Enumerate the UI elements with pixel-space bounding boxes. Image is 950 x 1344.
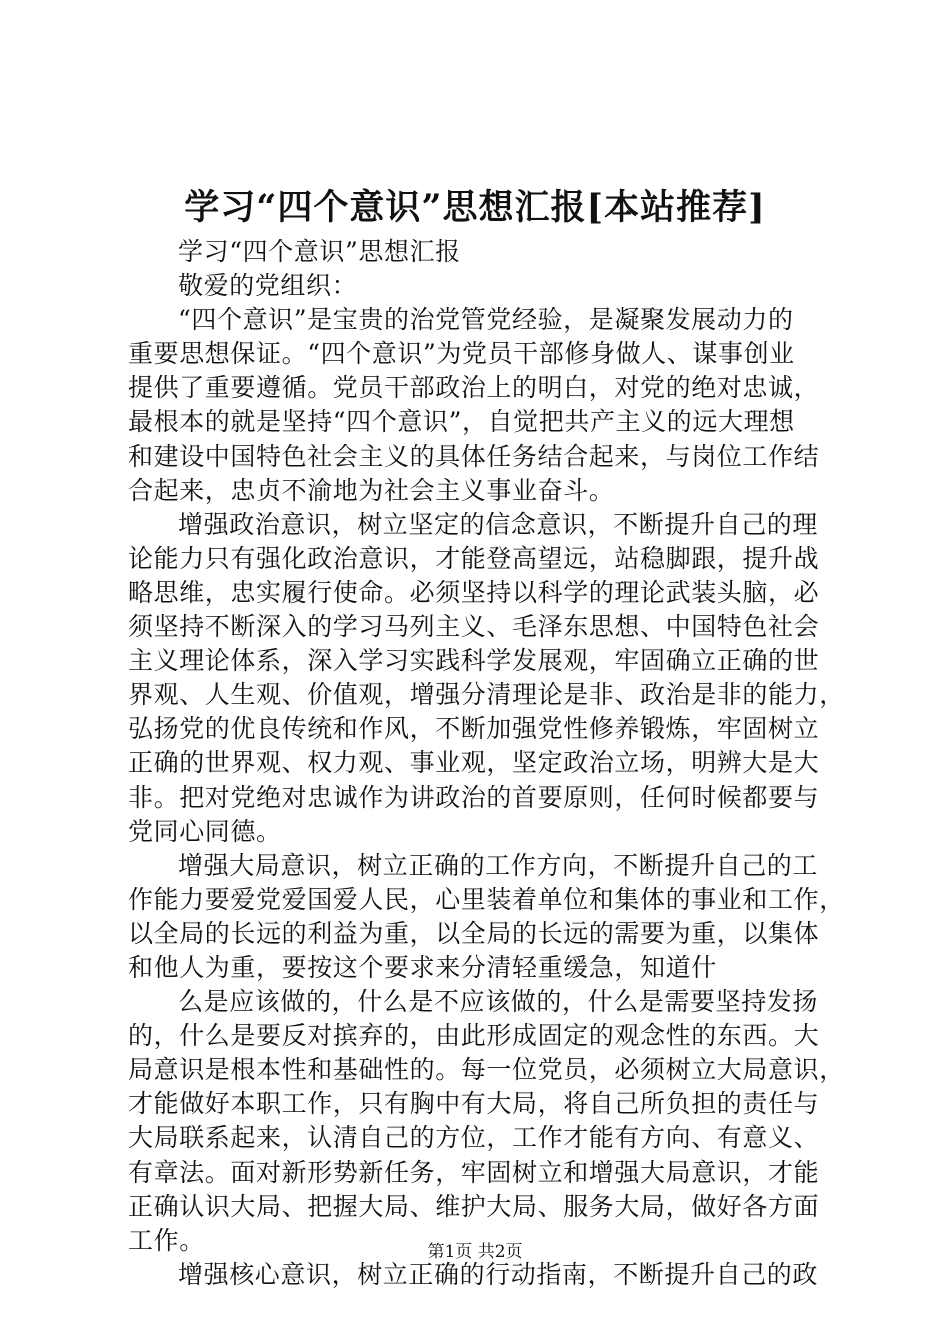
body-line: 正确认识大局、把握大局、维护大局、服务大局，做好各方面 — [128, 1191, 820, 1221]
body-line: 的，什么是要反对摈弃的，由此形成固定的观念性的东西。大 — [128, 1021, 820, 1051]
body-line: 么是应该做的，什么是不应该做的，什么是需要坚持发扬 — [178, 987, 819, 1017]
body-line: “四个意识”是宝贵的治党管党经验，是凝聚发展动力的 — [178, 305, 794, 335]
body-line: 合起来，忠贞不渝地为社会主义事业奋斗。 — [128, 475, 615, 505]
body-line: 增强核心意识，树立正确的行动指南，不断提升自己的政 — [178, 1259, 819, 1289]
body-line: 界观、人生观、价值观，增强分清理论是非、政治是非的能力， — [128, 680, 845, 710]
document-body — [128, 235, 845, 1292]
body-line: 和他人为重，要按这个要求来分清轻重缓急，知道什 — [128, 952, 717, 982]
body-line: 论能力只有强化政治意识，才能登高望远，站稳脚跟，提升战 — [128, 543, 820, 573]
body-line: 略思维，忠实履行使命。必须坚持以科学的理论武装头脑，必 — [128, 577, 820, 607]
body-line: 局意识是根本性和基础性的。每一位党员，必须树立大局意识， — [128, 1055, 845, 1085]
body-line: 增强政治意识，树立坚定的信念意识，不断提升自己的理 — [178, 509, 819, 539]
body-line: 非。把对党绝对忠诚作为讲政治的首要原则，任何时候都要与 — [128, 782, 820, 812]
body-line: 作能力要爱党爱国爱人民，心里装着单位和集体的事业和工作， — [128, 884, 845, 914]
body-line: 和建设中国特色社会主义的具体任务结合起来，与岗位工作结 — [128, 441, 820, 471]
body-line: 敬爱的党组织： — [178, 271, 358, 301]
body-line: 以全局的长远的利益为重，以全局的长远的需要为重，以集体 — [128, 918, 820, 948]
body-line: 提供了重要遵循。党员干部政治上的明白，对党的绝对忠诚， — [128, 373, 820, 403]
body-line: 须坚持不断深入的学习马列主义、毛泽东思想、中国特色社会 — [128, 612, 820, 642]
body-line: 增强大局意识，树立正确的工作方向，不断提升自己的工 — [178, 850, 819, 880]
body-line: 最根本的就是坚持“四个意识”，自觉把共产主义的远大理想 — [128, 407, 795, 437]
body-line: 工作。 — [128, 1225, 205, 1255]
document-title: 学习“四个意识”思想汇报[本站推荐] — [184, 187, 766, 228]
body-line: 主义理论体系，深入学习实践科学发展观，牢固确立正确的世 — [128, 646, 820, 676]
body-line: 大局联系起来，认清自己的方位，工作才能有方向、有意义、 — [128, 1123, 820, 1153]
body-line: 正确的世界观、权力观、事业观，坚定政治立场，明辨大是大 — [128, 748, 820, 778]
body-line: 学习“四个意识”思想汇报 — [178, 237, 461, 266]
body-line: 弘扬党的优良传统和作风，不断加强党性修养锻炼，牢固树立 — [128, 714, 820, 744]
body-line: 党同心同德。 — [128, 816, 282, 846]
body-line: 重要思想保证。“四个意识”为党员干部修身做人、谋事创业 — [128, 339, 795, 369]
body-line: 才能做好本职工作，只有胸中有大局，将自己所负担的责任与 — [128, 1089, 820, 1119]
body-line: 有章法。面对新形势新任务，牢固树立和增强大局意识，才能 — [128, 1157, 820, 1187]
page-footer: 第1页 共2页 — [427, 1242, 523, 1262]
